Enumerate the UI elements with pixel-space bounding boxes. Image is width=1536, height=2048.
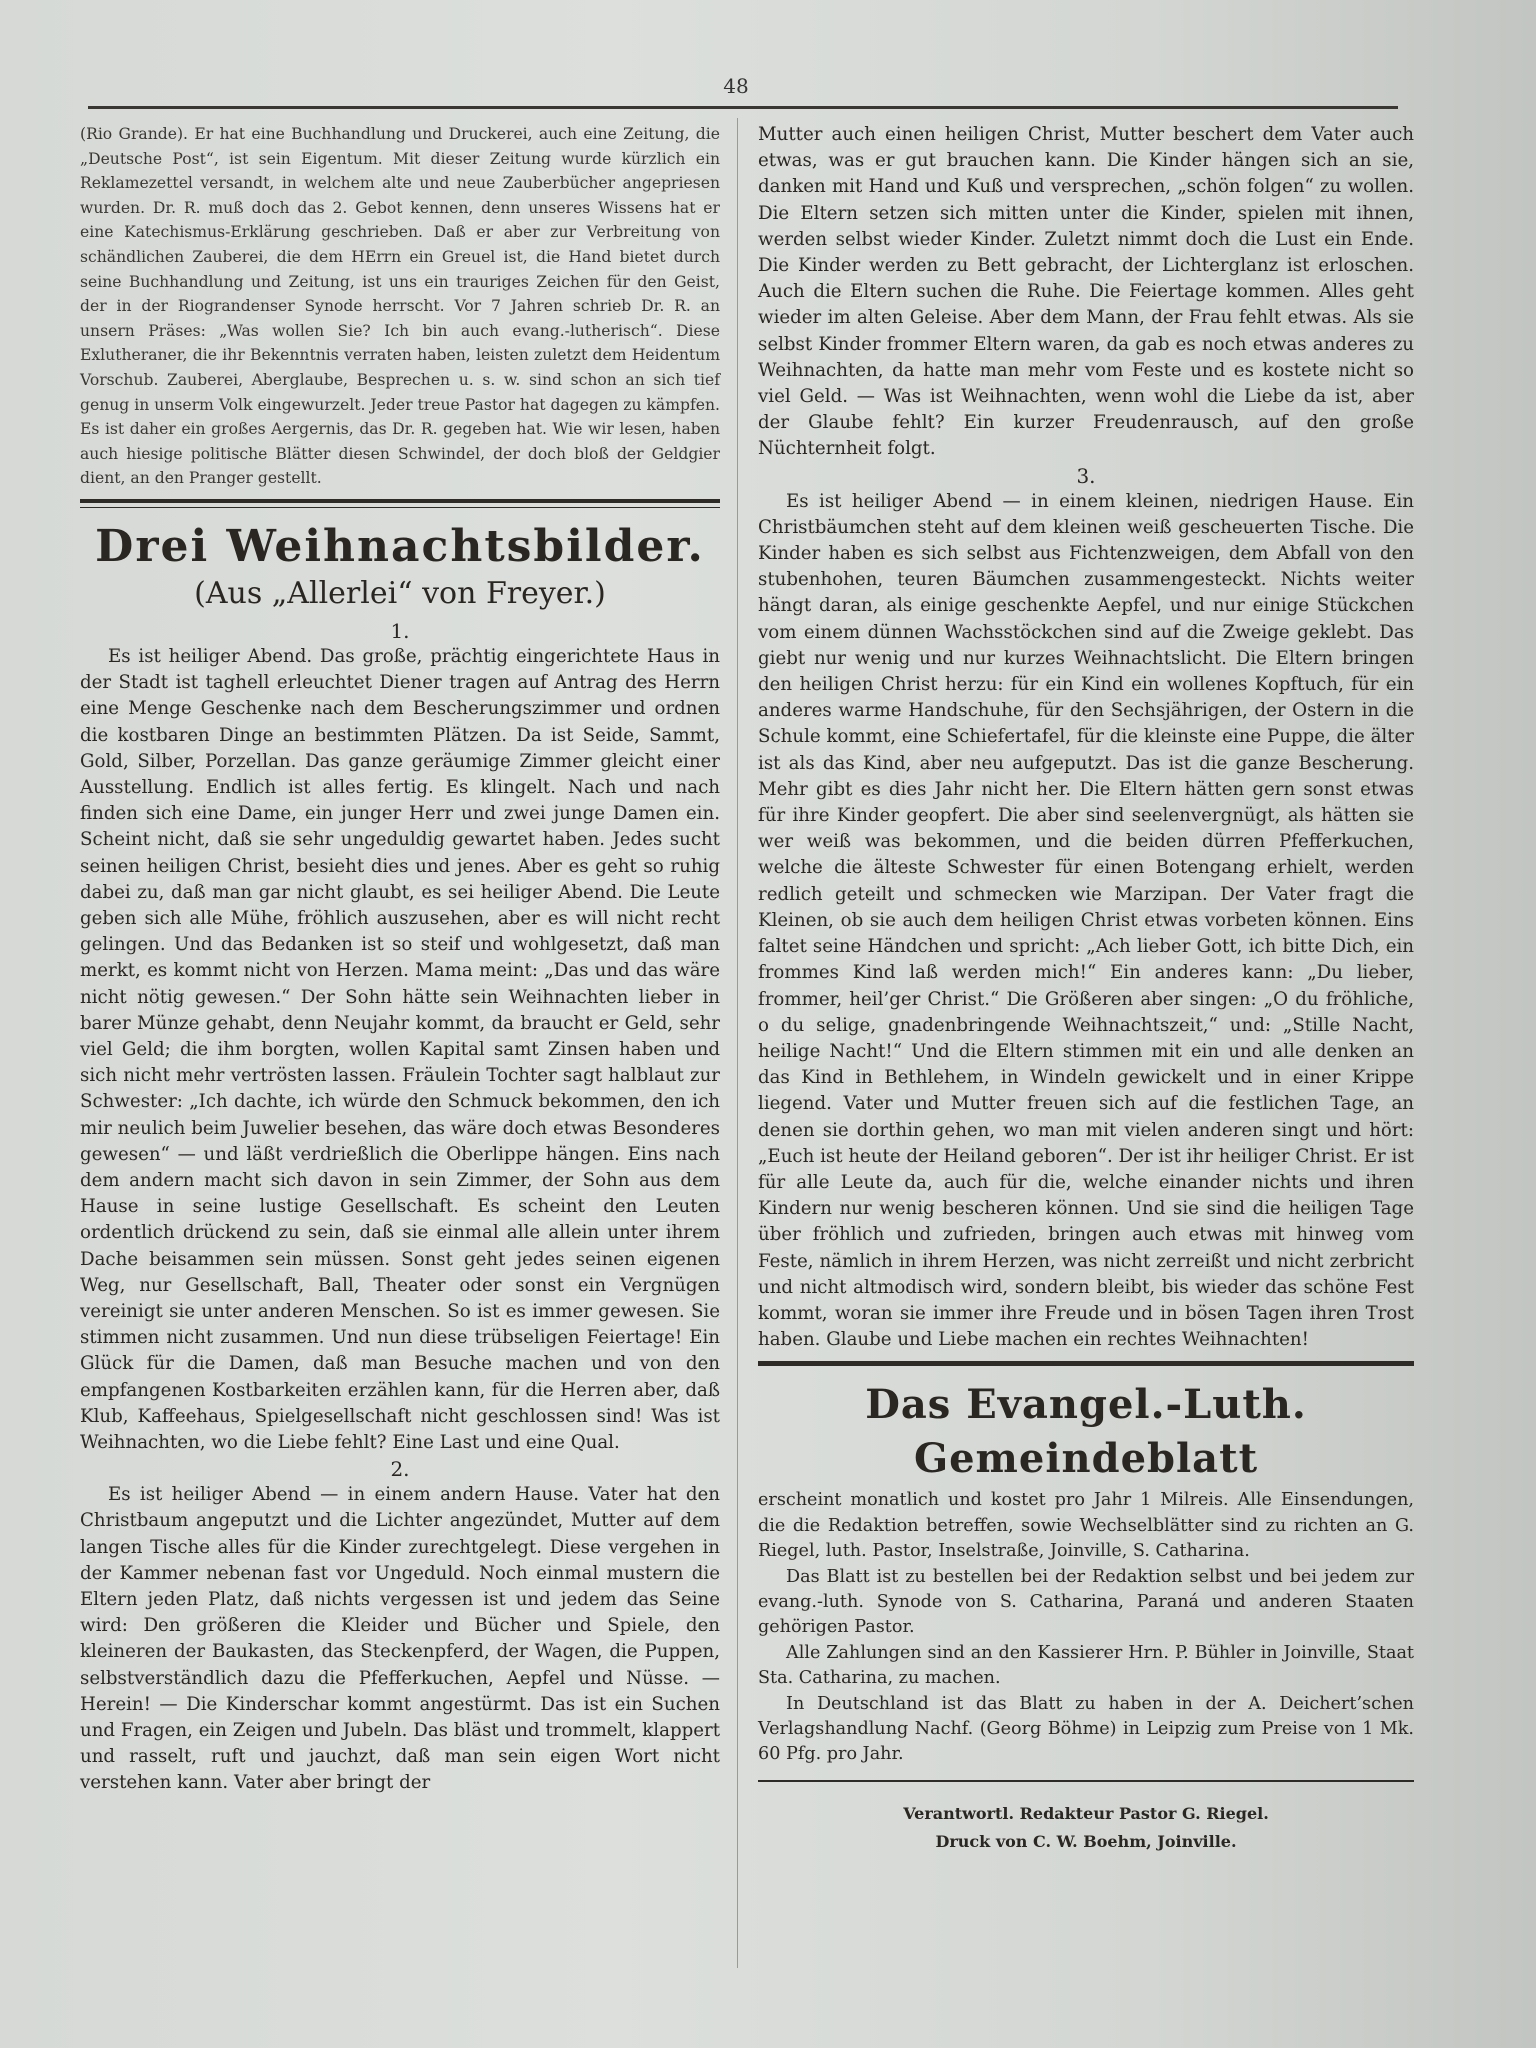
notice-paragraph: (Rio Grande). Er hat eine Buchhandlung und Druckerei, auch eine Zeitung, die „Deutsche Post“, ist sein Eigentum. Mit dieser Zeitung wurde kürzlich ein Reklamezettel versandt, in welchem alte und neue Zauberbücher angepriesen wurden. Dr. R. muß doch das 2. Gebot kennen, denn unseres Wissens hat er eine Katechismus-Erklärung geschrieben. Daß er aber zur Verbreitung von schändlichen Zauberei, die dem HErrn ein Greuel ist, die Hand bietet durch seine Buchhandlung und Zeitung, ist uns ein trauriges Zeichen für den Geist, der in der Riograndenser Synode herrscht. Vor 7 Jahren schrieb Dr. R. an unsern Präses: „Was wollen Sie? Ich bin auch evang.-lutherisch“. Diese Exlutheraner, die ihr Bekenntnis verraten haben, leisten zuletzt dem Heidentum Vorschub. Zauberei, Aberglaube, Besprechen u. s. w. sind schon an sich tief genug in unserm Volk eingewurzelt. Jeder treue Pastor hat dagegen zu kämpfen. Es ist daher ein großes Aergernis, das Dr. R. gegeben hat. Wie wir lesen, haben auch hiesige politische Blätter diesen Schwindel, der doch bloß der Geldgier dient, an den Pranger gestellt. bbox=[80, 125, 720, 488]
section-1-number: 1. bbox=[390, 618, 410, 643]
box-paragraph-4: In Deutschland ist das Blatt zu haben in der A. Deichert’schen Verlagshandlung Nachf. (Georg Böhme) in Leipzig zum Preise von 1 Mk. 60 Pfg. pro Jahr. bbox=[758, 1693, 1414, 1765]
box-rule-bottom bbox=[758, 1780, 1414, 1782]
header-rule bbox=[88, 106, 1398, 109]
footer-editor: Verantwortl. Redakteur Pastor G. Riegel. bbox=[903, 1803, 1269, 1823]
section-2-continued: Mutter auch einen heiligen Christ, Mutter beschert dem Vater auch etwas, was er gut brauchen kann. Die Kinder hängen sich an sie, danken mit Hand und Kuß und versprechen, „schön folgen“ zu wollen. Die Eltern setzen sich mitten unter die Kinder, spielen mit ihnen, werden selbst wieder Kinder. Zuletzt nimmt doch die Lust ein Ende. Die Kinder werden zu Bett gebracht, der Lichterglanz ist erloschen. Auch die Eltern suchen die Ruhe. Die Feiertage kommen. Alles geht wieder im alten Geleise. Aber dem Mann, der Frau fehlt etwas. Als sie selbst Kinder frommer Eltern waren, da gab es noch etwas anderes zu Weihnachten, da hatte man mehr vom Feste und es kostete nicht so viel Geld. — Was ist Weihnachten, wenn wohl die Liebe da ist, aber der Glaube fehlt? Ein kurzer Freudenrausch, auf den große Nüchternheit folgt. bbox=[758, 124, 1414, 460]
article-subtitle: (Aus „Allerlei“ von Freyer.) bbox=[194, 575, 606, 611]
column-divider bbox=[737, 118, 738, 1968]
right-column bbox=[758, 122, 1414, 1856]
section-2-number: 2. bbox=[390, 1457, 410, 1482]
section-rule-thick bbox=[80, 499, 720, 503]
box-paragraph-2: Das Blatt ist zu bestellen bei der Redaktion selbst und bei jedem zur evang.-luth. Synode von S. Catharina, Paraná und anderen Staaten gehörigen Pastor. bbox=[758, 1566, 1414, 1638]
box-paragraph-1: erscheint monatlich und kostet pro Jahr 1 Milreis. Alle Einsendungen, die die Redaktion betreffen, sowie Wechselblätter sind zu richten an G. Riegel, luth. Pastor, Inselstraße, Joinville, S. Catharina. bbox=[758, 1490, 1414, 1562]
box-rule-top bbox=[758, 1361, 1414, 1366]
left-column bbox=[80, 122, 720, 1797]
footer-printer: Druck von C. W. Boehm, Joinville. bbox=[935, 1831, 1237, 1851]
section-3-number: 3. bbox=[1076, 463, 1096, 488]
box-paragraph-3: Alle Zahlungen sind an den Kassierer Hrn. P. Bühler in Joinville, Staat Sta. Catharina, zu machen. bbox=[758, 1642, 1414, 1689]
section-3-text: Es ist heiliger Abend — in einem kleinen, niedrigen Hause. Ein Christbäumchen steht auf dem kleinen weiß gescheuerten Tische. Die Kinder haben es sich selbst aus Fichtenzweigen, dem Abfall von den stubenhohen, teuren Bäumchen zusammengesteckt. Nichts weiter hängt daran, als einige geschenkte Aepfel, und nur einige Stückchen vom einem dünnen Wachsstöckchen sind auf die Zweige geklebt. Das giebt nur wenig und nur kurzes Weihnachtslicht. Die Eltern bringen den heiligen Christ herzu: für ein Kind ein wollenes Kopftuch, für ein anderes warme Handschuhe, für den Sechsjährigen, der Ostern in die Schule kommt, eine Schiefertafel, für die kleinste eine Puppe, die älter ist als das Kind, aber neu aufgeputzt. Das ist die ganze Bescherung. Mehr gibt es dies Jahr nicht her. Die Eltern hätten gern sonst etwas für ihre Kinder geopfert. Die aber sind seelenvergnügt, als hätten sie wer weiß was bekommen, und die beiden dürren Pfefferkuchen, welche die älteste Schwester für einen Botengang erhielt, werden redlich geteilt und schmecken wie Marzipan. Der Vater fragt die Kleinen, ob sie auch dem heiligen Christ etwas vorbeten können. Eins faltet seine Händchen und spricht: „Ach lieber Gott, ich bitte Dich, ein frommes Kind laß werden mich!“ Ein anderes kann: „Du lieber, frommer, heil’ger Christ.“ Die Größeren aber singen: „O du fröhliche, o du selige, gnadenbringende Weihnachtszeit,“ und: „Stille Nacht, heilige Nacht!“ Und die Eltern stimmen mit ein und alle denken an das Kind in Bethlehem, in Windeln gewickelt und in einer Krippe liegend. Vater und Mutter freuen sich auf die festlichen Tage, an denen sie dorthin gehen, wo man mit vielen anderen singt und hört: „Euch ist heute der Heiland geboren“. Der ist ihr heiliger Christ. Er ist für alle Leute da, auch für die, welche einander nichts und ihren Kindern nur wenig bescheren können. Und sie sind die heiligen Tage über fröhlich und zufrieden, bringen auch etwas mit hinweg vom Feste, nämlich in ihrem Herzen, was nicht zerreißt und nicht zerbricht und nicht altmodisch wird, sondern bleibt, bis wieder das schöne Fest kommt, woran sie immer ihre Freude und in bösen Tagen ihren Trost haben. Glaube und Liebe machen ein rechtes Weihnachten! bbox=[758, 490, 1414, 1351]
article-title: Drei Weihnachtsbilder. bbox=[95, 520, 705, 572]
box-title: Das Evangel.-Luth. Gemeindeblatt bbox=[865, 1381, 1307, 1483]
section-rule-thin bbox=[80, 507, 720, 508]
page-number: 48 bbox=[723, 74, 749, 98]
section-1-text: Es ist heiliger Abend. Das große, prächtig eingerichtete Haus in der Stadt ist taghell erleuchtet Diener tragen auf Antrag des Herrn eine Menge Geschenke nach dem Bescherungszimmer und ordnen die kostbaren Dinge an bestimmten Plätzen. Da ist Seide, Sammt, Gold, Silber, Porzellan. Das ganze geräumige Zimmer gleicht einer Ausstellung. Endlich ist alles fertig. Es klingelt. Nach und nach finden sich eine Dame, ein junger Herr und zwei junge Damen ein. Scheint nicht, daß sie sehr ungeduldig gewartet haben. Jedes sucht seinen heiligen Christ, besieht dies und jenes. Aber es geht so ruhig dabei zu, daß man gar nicht glaubt, es sei heiliger Abend. Die Leute geben sich alle Mühe, fröhlich auszusehen, aber es will nicht recht gelingen. Und das Bedanken ist so steif und wohlgesetzt, daß man merkt, es kommt nicht von Herzen. Mama meint: „Das und das wäre nicht nötig gewesen.“ Der Sohn hätte sein Weihnachten lieber in barer Münze gehabt, denn Neujahr kommt, da braucht er Geld, sehr viel Geld; die ihm borgten, wollen Kapital samt Zinsen haben und sich nicht mehr vertrösten lassen. Fräulein Tochter sagt halblaut zur Schwester: „Ich dachte, ich würde den Schmuck bekommen, den ich mir neulich beim Juwelier besehen, das wäre doch etwas Besonderes gewesen“ — und läßt verdrießlich die Oberlippe hängen. Eins nach dem andern macht sich davon in sein Zimmer, der Sohn aus dem Hause in seine lustige Gesellschaft. Es scheint den Leuten ordentlich drückend zu sein, daß sie einmal alle allein unter ihrem Dache beisammen sein müssen. Sonst geht jedes seinen eigenen Weg, nur Gesellschaft, Ball, Theater oder sonst ein Vergnügen vereinigt sie unter anderen Menschen. So ist es immer gewesen. Sie stimmen nicht zusammen. Und nun diese trübseligen Feiertage! Ein Glück für die Damen, daß man Besuche machen und von den empfangenen Kostbarkeiten erzählen kann, für die Herren aber, daß Klub, Kaffeehaus, Spielgesellschaft nicht geschlossen sind! Was ist Weihnachten, wo die Liebe fehlt? Eine Last und eine Qual. bbox=[80, 645, 720, 1453]
section-2-text: Es ist heiliger Abend — in einem andern Hause. Vater hat den Christbaum angeputzt und die Lichter angezündet, Mutter auf dem langen Tische alles für die Kinder zurechtgelegt. Diese vergehen in der Kammer nebenan fast vor Ungeduld. Noch einmal mustern die Eltern jeden Platz, daß nichts vergessen ist und jedem das Seine wird: Den größeren die Kleider und Bücher und Spiele, den kleineren der Baukasten, das Steckenpferd, der Wagen, die Puppen, selbstverständlich dazu die Pfefferkuchen, Aepfel und Nüsse. — Herein! — Die Kinderschar kommt angestürmt. Das ist ein Suchen und Fragen, ein Zeigen und Jubeln. Das bläst und trommelt, klappert und rasselt, ruft und jauchzt, daß man sein eigen Wort nicht verstehen kann. Vater aber bringt der bbox=[80, 1484, 720, 1794]
